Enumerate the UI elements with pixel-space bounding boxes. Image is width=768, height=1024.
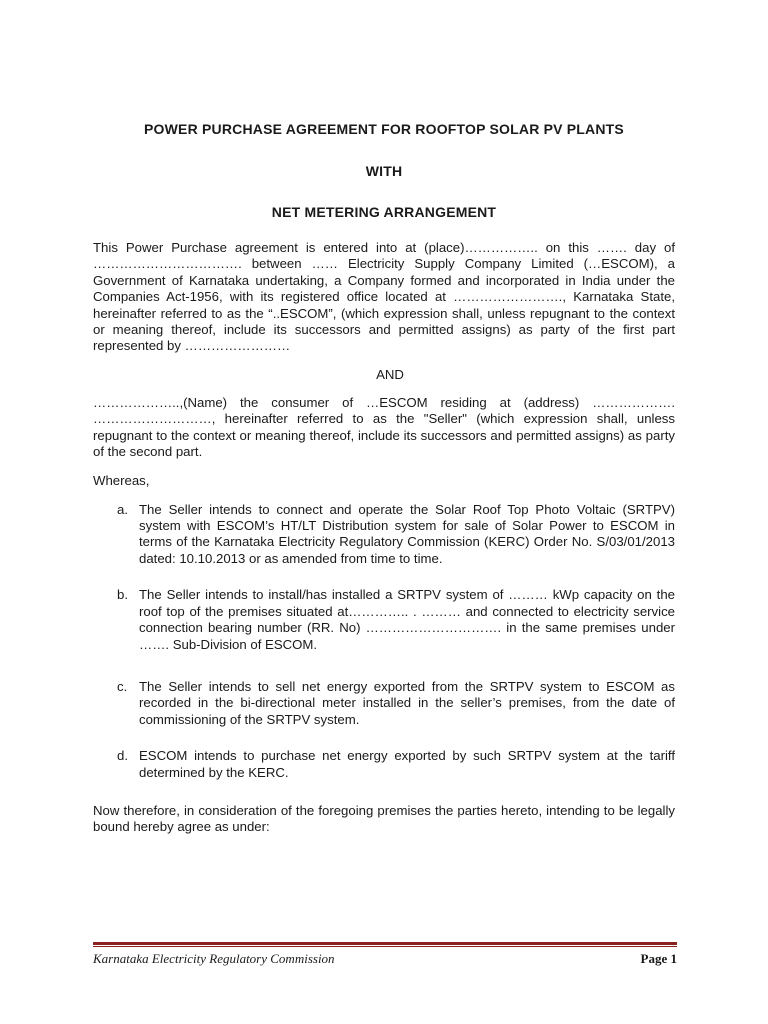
footer-divider-thin bbox=[93, 946, 677, 947]
list-marker: d. bbox=[117, 748, 128, 764]
opening-paragraph: This Power Purchase agreement is entered into at (place)…………….. on this ……. day of ……………………………. between …… Electricity Supply Company Limited (…ESCOM), a Government of Karnataka undertaking, a Company formed and incorporated in India under the Companies Act-1956, with its registered office located at ……………………., Karnataka State, hereinafter referred to as the “..ESCOM”, (which expression shall, unless repugnant to the context or meaning thereof, include its successors and permitted assigns) as party of the first part represented by …………………… bbox=[93, 240, 675, 354]
whereas-heading: Whereas, bbox=[93, 472, 150, 488]
title-line-2: WITH bbox=[365, 163, 403, 179]
title-line-3: NET METERING ARRANGEMENT bbox=[271, 204, 497, 220]
footer-divider bbox=[93, 942, 677, 945]
footer-organization: Karnataka Electricity Regulatory Commission bbox=[93, 951, 335, 966]
list-marker: b. bbox=[117, 587, 128, 603]
list-item bbox=[93, 679, 675, 728]
list-marker: a. bbox=[117, 501, 128, 517]
seller-paragraph: ………………..,(Name) the consumer of …ESCOM residing at (address) ………………. ………………………, hereinafter referred to as the "Seller" (which expression shall, unless repugnant to the context or meaning thereof, include its successors and permitted assigns) as party of the second part. bbox=[93, 395, 675, 460]
list-item bbox=[93, 587, 675, 653]
list-marker: c. bbox=[117, 678, 128, 694]
list-item bbox=[93, 502, 675, 568]
list-item-text: The Seller intends to sell net energy exported from the SRTPV system to ESCOM as recorded in the bi-directional meter installed in the seller’s premises, from the date of commissioning of the SRTPV system. bbox=[139, 678, 675, 727]
list-item-text: ESCOM intends to purchase net energy exported by such SRTPV system at the tariff determined by the KERC. bbox=[139, 748, 675, 780]
and-separator: AND bbox=[376, 366, 404, 382]
list-item bbox=[93, 748, 675, 781]
list-item-text: The Seller intends to install/has installed a SRTPV system of ……… kWp capacity on the roof top of the premises situated at………….. . ……… and connected to electricity service connection bearing number (RR. No) …………………………. in the same premises under ……. Sub-Division of ESCOM. bbox=[139, 587, 675, 652]
closing-paragraph: Now therefore, in consideration of the foregoing premises the parties hereto, intending to be legally bound hereby agree as under: bbox=[93, 802, 675, 835]
document-body bbox=[93, 121, 675, 836]
list-item-text: The Seller intends to connect and operate the Solar Roof Top Photo Voltaic (SRTPV) system with ESCOM’s HT/LT Distribution system for sale of Solar Power to ESCOM in terms of the Karnataka Electricity Regulatory Commission (KERC) Order No. S/03/01/2013 dated: 10.10.2013 or as amended from time to time. bbox=[139, 501, 675, 566]
whereas-list bbox=[93, 502, 675, 781]
page-number: Page 1 bbox=[640, 951, 677, 966]
title-line-1: POWER PURCHASE AGREEMENT FOR ROOFTOP SOLAR PV PLANTS bbox=[144, 121, 624, 137]
